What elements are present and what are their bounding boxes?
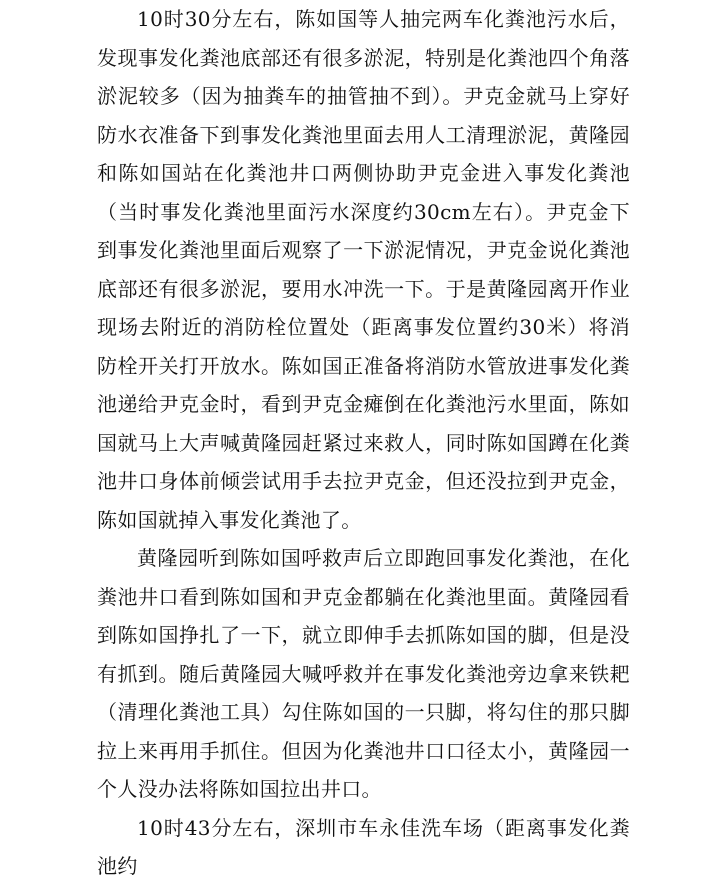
paragraph-2: 黄隆园听到陈如国呼救声后立即跑回事发化粪池，在化粪池井口看到陈如国和尹克金都躺在化粪池里面。黄隆园看到陈如国挣扎了一下，就立即伸手去抓陈如国的脚，但是没有抓到。随后黄隆园大喊呼救并在事发化粪池旁边拿来铁耙（清理化粪池工具）勾住陈如国的一只脚，将勾住的那只脚拉上来再用手抓住。但因为化粪池井口口径太小，黄隆园一个人没办法将陈如国拉出井口。: [97, 546, 630, 801]
document-body: [97, 0, 630, 886]
paragraph-1: 10时30分左右，陈如国等人抽完两车化粪池污水后，发现事发化粪池底部还有很多淤泥，特别是化粪池四个角落淤泥较多（因为抽粪车的抽管抽不到）。尹克金就马上穿好防水衣准备下到事发化粪池里面去用人工清理淤泥，黄隆园和陈如国站在化粪池井口两侧协助尹克金进入事发化粪池（当时事发化粪池里面污水深度约30cm左右）。尹克金下到事发化粪池里面后观察了一下淤泥情况，尹克金说化粪池底部还有很多淤泥，要用水冲洗一下。于是黄隆园离开作业现场去附近的消防栓位置处（距离事发位置约30米）将消防栓开关打开放水。陈如国正准备将消防水管放进事发化粪池递给尹克金时，看到尹克金瘫倒在化粪池污水里面，陈如国就马上大声喊黄隆园赶紧过来救人，同时陈如国蹲在化粪池井口身体前倾尝试用手去拉尹克金，但还没拉到尹克金，陈如国就掉入事发化粪池了。: [97, 7, 630, 532]
paragraph-3: 10时43分左右，深圳市车永佳洗车场（距离事发化粪池约: [97, 815, 630, 878]
